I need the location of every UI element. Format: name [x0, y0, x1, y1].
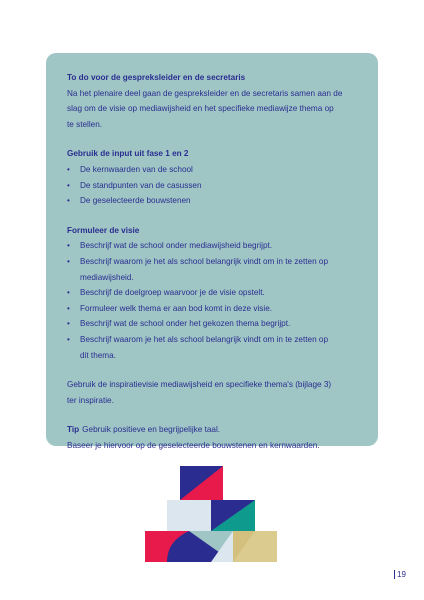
tip-label: Tip: [67, 425, 80, 435]
list-item: • Beschrijf de doelgroep waarvoor je de visie opstelt.: [67, 285, 361, 301]
inspiration-line-1: Gebruik de inspiratievisie mediawijsheid en specifieke thema's (bijlage 3): [67, 380, 332, 390]
intro-line-1: Na het plenaire deel gaan de gespreksleider en de secretaris samen aan de: [67, 88, 343, 98]
section2-title: Formuleer de visie: [67, 225, 140, 235]
list-item: • Beschrijf waarom je het als school belangrijk vindt om in te zetten op dit thema.: [67, 332, 361, 363]
section2-list: [67, 238, 361, 363]
list-item: • Beschrijf wat de school onder mediawijsheid begrijpt.: [67, 238, 361, 254]
block-middle-left: [167, 500, 211, 531]
todo-card: [46, 53, 378, 450]
intro-line-3: te stellen.: [67, 119, 103, 129]
block-bottom-middle: [189, 531, 233, 562]
list-item: • De kernwaarden van de school: [67, 162, 361, 178]
tip-text: Gebruik positieve en begrijpelijke taal.: [82, 425, 221, 435]
block-bottom-left: [145, 531, 189, 562]
tip-line: [67, 422, 361, 438]
section1-title: Gebruik de input uit fase 1 en 2: [67, 149, 189, 159]
card-heading: To do voor de gespreksleider en de secretaris: [67, 73, 246, 82]
block-bottom-right: [233, 531, 277, 562]
block-middle-right: [211, 500, 255, 531]
section1-list: [67, 162, 361, 209]
tip-line-2: Baseer je hiervoor op de geselecteerde bouwstenen en kernwaarden.: [67, 440, 320, 450]
block-top: [180, 466, 223, 500]
block-pyramid-illustration: [145, 466, 281, 566]
list-item: • De geselecteerde bouwstenen: [67, 193, 361, 209]
page-number: 19: [394, 570, 406, 579]
list-item: • Beschrijf waarom je het als school belangrijk vindt om in te zetten op mediawijsheid.: [67, 254, 361, 285]
list-item: • De standpunten van de casussen: [67, 178, 361, 194]
inspiration-line-2: ter inspiratie.: [67, 395, 114, 405]
list-item: • Beschrijf wat de school onder het gekozen thema begrijpt.: [67, 316, 361, 332]
list-item: • Formuleer welk thema er aan bod komt in deze visie.: [67, 301, 361, 317]
intro-line-2: slag om de visie op mediawijsheid en het specifieke mediawijze thema op: [67, 104, 334, 114]
